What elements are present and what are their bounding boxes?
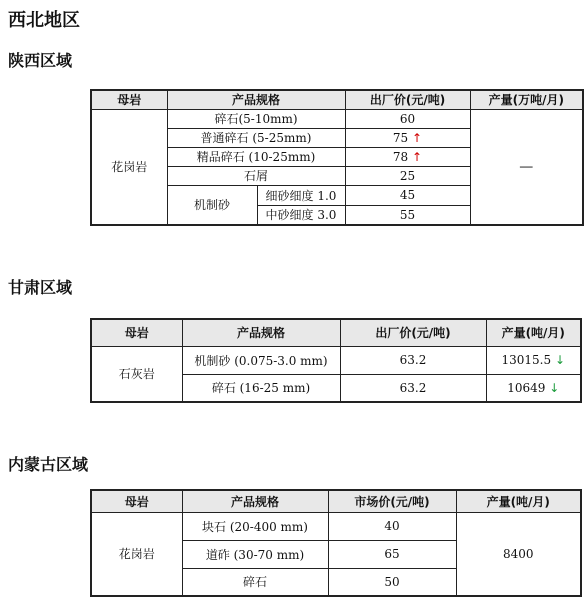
spec-cell: 块石 (20-400 mm)	[182, 512, 328, 540]
section-heading-gansu: 甘肃区域	[8, 278, 73, 297]
spec-cell: 石屑	[167, 166, 345, 185]
header-output: 产量(万吨/月)	[470, 90, 583, 109]
price-cell: 63.2	[340, 374, 486, 402]
section-heading-neimenggu: 内蒙古区域	[8, 455, 89, 474]
rock-cell: 花岗岩	[91, 109, 167, 225]
price-cell: 78 ↑	[345, 147, 470, 166]
page-title: 西北地区	[8, 10, 80, 31]
price-cell: 65	[328, 540, 456, 568]
spec-cell: 机制砂 (0.075-3.0 mm)	[182, 346, 340, 374]
spec-cell: 碎石 (16-25 mm)	[182, 374, 340, 402]
header-spec: 产品规格	[182, 490, 328, 512]
price-cell: 55	[345, 205, 470, 225]
spec-cell: 细砂细度 1.0	[257, 185, 345, 205]
table-row	[91, 512, 581, 540]
price-cell: 63.2	[340, 346, 486, 374]
output-cell: —	[470, 109, 583, 225]
spec-cell: 道砟 (30-70 mm)	[182, 540, 328, 568]
header-output: 产量(吨/月)	[456, 490, 581, 512]
header-spec: 产品规格	[167, 90, 345, 109]
output-cell: 13015.5 ↓	[486, 346, 581, 374]
header-rock: 母岩	[91, 319, 182, 346]
rock-cell: 石灰岩	[91, 346, 182, 402]
header-rock: 母岩	[91, 490, 182, 512]
output-cell: 8400	[456, 512, 581, 596]
trend-up-icon: ↑	[412, 149, 423, 164]
header-price: 出厂价(元/吨)	[345, 90, 470, 109]
header-price: 出厂价(元/吨)	[340, 319, 486, 346]
header-spec: 产品规格	[182, 319, 340, 346]
section-heading-shaanxi: 陕西区域	[8, 51, 73, 70]
price-cell: 50	[328, 568, 456, 596]
trend-up-icon: ↑	[412, 130, 423, 145]
price-cell: 75 ↑	[345, 128, 470, 147]
header-rock: 母岩	[91, 90, 167, 109]
price-cell: 45	[345, 185, 470, 205]
trend-down-icon: ↓	[549, 380, 560, 395]
spec-cell: 中砂细度 3.0	[257, 205, 345, 225]
price-cell: 40	[328, 512, 456, 540]
neimenggu-table	[90, 489, 582, 597]
spec-cell: 碎石	[182, 568, 328, 596]
trend-down-icon: ↓	[554, 353, 565, 367]
price-cell: 25	[345, 166, 470, 185]
output-cell: 10649 ↓	[486, 374, 581, 402]
header-price: 市场价(元/吨)	[328, 490, 456, 512]
table-row	[91, 109, 583, 128]
rock-cell: 花岗岩	[91, 512, 182, 596]
price-cell: 60	[345, 109, 470, 128]
shaanxi-table	[90, 89, 584, 226]
spec-cell: 普通碎石 (5-25mm)	[167, 128, 345, 147]
table-row	[91, 346, 581, 374]
sand-label-cell: 机制砂	[167, 185, 257, 225]
header-output: 产量(吨/月)	[486, 319, 581, 346]
gansu-table	[90, 318, 582, 403]
spec-cell: 精品碎石 (10-25mm)	[167, 147, 345, 166]
spec-cell: 碎石(5-10mm)	[167, 109, 345, 128]
